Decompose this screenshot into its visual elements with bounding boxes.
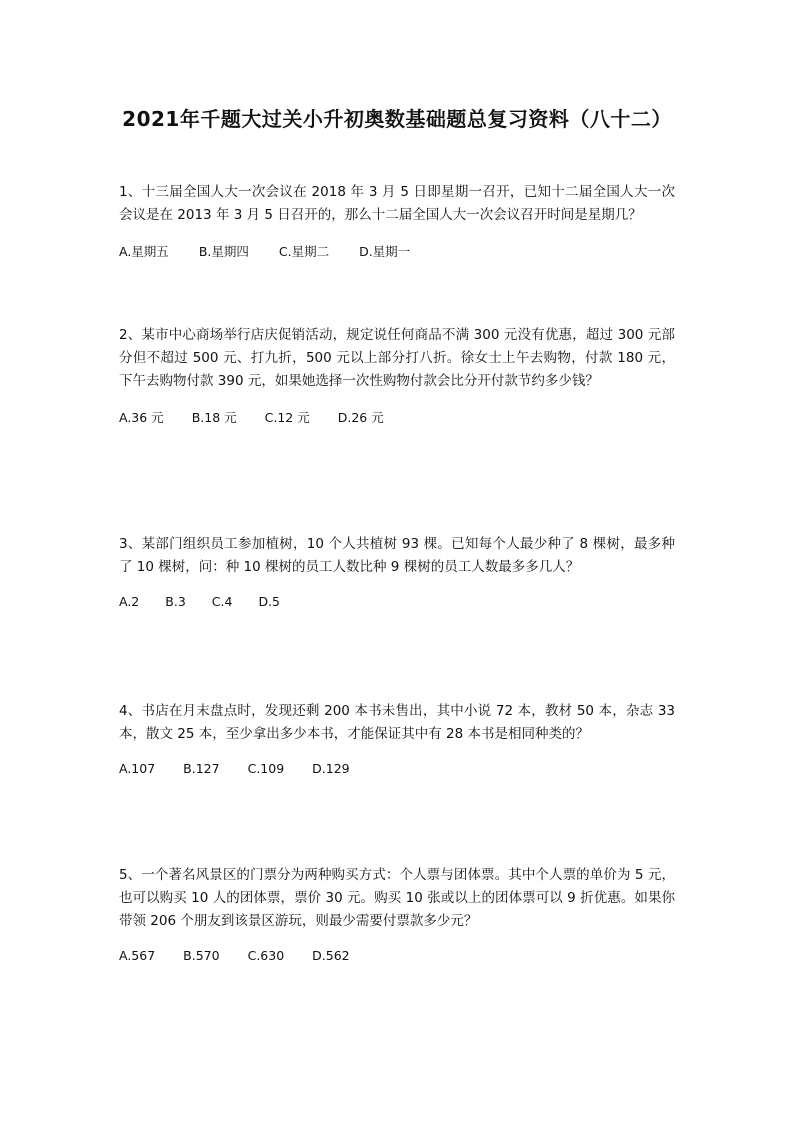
question-5-options xyxy=(119,948,675,963)
option-d: D.129 xyxy=(312,761,350,776)
option-d: D.星期一 xyxy=(359,244,411,259)
option-a: A.567 xyxy=(119,948,156,963)
option-c: C.12 元 xyxy=(264,410,310,425)
option-c: C.4 xyxy=(211,594,233,609)
option-d: D.5 xyxy=(258,594,280,609)
option-b: B.127 xyxy=(183,761,220,776)
question-4 xyxy=(119,700,675,776)
option-b: B.星期四 xyxy=(198,244,249,259)
option-b: B.18 元 xyxy=(191,410,237,425)
question-3 xyxy=(119,533,675,609)
option-c: C.630 xyxy=(247,948,285,963)
option-c: C.109 xyxy=(247,761,285,776)
question-1 xyxy=(119,181,675,260)
question-2-options xyxy=(119,408,675,426)
question-3-text: 3、某部门组织员工参加植树，10 个人共植树 93 棵。已知每个人最少种了 8 棵树，最多种了 10 棵树，问：种 10 棵树的员工人数比种 9 棵树的员工人数最多多几人？ xyxy=(119,536,675,575)
option-a: A.2 xyxy=(119,594,140,609)
option-b: B.3 xyxy=(165,594,186,609)
question-1-text: 1、十三届全国人大一次会议在 2018 年 3 月 5 日即星期一召开，已知十二届全国人大一次会议是在 2013 年 3 月 5 日召开的，那么十二届全国人大一次会议召开时间是星期几？ xyxy=(119,184,675,223)
question-5-text: 5、一个著名风景区的门票分为两种购买方式：个人票与团体票。其中个人票的单价为 5 元，也可以购买 10 人的团体票，票价 30 元。购买 10 张或以上的团体票可以 9 折优惠。如果你带领 206 个朋友到该景区游玩，则最少需要付票款多少元？ xyxy=(119,867,675,929)
question-4-options xyxy=(119,761,675,776)
option-a: A.星期五 xyxy=(119,244,169,259)
option-c: C.星期二 xyxy=(278,244,330,259)
question-1-options xyxy=(119,242,675,260)
question-4-text: 4、书店在月末盘点时，发现还剩 200 本书未售出，其中小说 72 本，教材 50 本，杂志 33 本，散文 25 本，至少拿出多少本书，才能保证其中有 28 本书是相同种类的？ xyxy=(119,703,675,742)
question-3-options xyxy=(119,594,675,609)
option-d: D.562 xyxy=(312,948,350,963)
option-d: D.26 元 xyxy=(337,410,384,425)
question-2 xyxy=(119,324,675,426)
document-title: 2021年千题大过关小升初奥数基础题总复习资料（八十二） xyxy=(122,107,672,131)
option-b: B.570 xyxy=(183,948,220,963)
option-a: A.36 元 xyxy=(119,410,164,425)
question-5 xyxy=(119,864,675,963)
option-a: A.107 xyxy=(119,761,156,776)
question-2-text: 2、某市中心商场举行店庆促销活动，规定说任何商品不满 300 元没有优惠，超过 300 元部分但不超过 500 元、打九折，500 元以上部分打八折。徐女士上午去购物，付款 180 元，下午去购物付款 390 元，如果她选择一次性购物付款会比分开付款节约多少钱？ xyxy=(119,327,675,389)
